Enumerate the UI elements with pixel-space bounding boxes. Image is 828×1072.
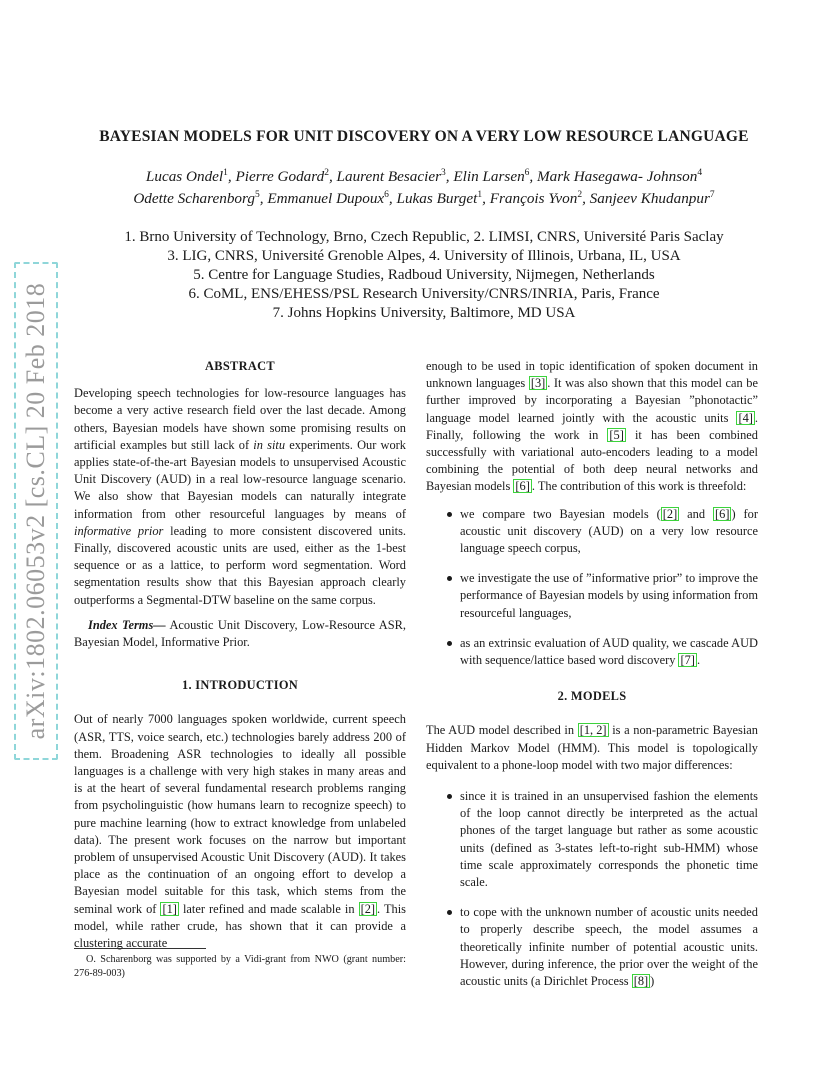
author-affiliation-number: 6 — [524, 168, 530, 178]
footnote-divider — [74, 948, 206, 949]
models-text: The AUD model described in [1, 2] is a non-parametric Bayesian Hidden Markov Model (HMM). This model is topologically equivalent to a phone-loop model with two major differences: — [426, 723, 758, 772]
author-name: Lukas Burget — [396, 190, 478, 207]
citation-link[interactable]: [6] — [715, 506, 730, 521]
list-item: as an extrinsic evaluation of AUD quality, we cascade AUD with sequence/lattice based word discovery [7] . — [426, 635, 758, 669]
affiliation-line: 6. CoML, ENS/EHESS/PSL Research University/CNRS/INRIA, Paris, France — [188, 286, 660, 302]
author-separator: , — [482, 190, 490, 207]
list-item: since it is trained in an unsupervised fashion the elements of the loop cannot directly be interpreted as the actual phones of the target language but rather as some acoustic units (defined as 3-states left-to-right sub-HMM) whose time scale approximately corresponds the phonetic time scale. — [426, 788, 758, 891]
models-heading: 2. MODELS — [557, 689, 627, 704]
author-affiliation-number: 1 — [223, 168, 228, 178]
arxiv-side-stamp[interactable] — [14, 262, 58, 760]
author-separator: , — [582, 190, 590, 207]
author-separator: , — [388, 190, 397, 207]
introduction-continued: enough to be used in topic identification of spoken document in unknown languages [3] . It was also shown that this model can be further improved by incorporating a Bayesian ”phonotactic” language model learned jointly with the acoustic units [4] . Finally, following the work in [5] it has been combined successfully with variational auto-encoders leading to a model combining the potential of both deep neural networks and Bayesian models [6] . The contribution of this work is threefold: — [426, 359, 758, 494]
citation-link[interactable]: [6] — [515, 479, 530, 494]
citation-link[interactable]: [8] — [633, 974, 649, 989]
list-item: we compare two Bayesian models ( [2] and [6] ) for acoustic unit discovery (AUD) on a very low resource language speech corpus, — [426, 506, 758, 558]
affiliation-line: 3. LIG, CNRS, Université Grenoble Alpes, 4. University of Illinois, Urbana, IL, USA — [167, 248, 681, 264]
author-name: Sanjeev Khudanpur — [589, 190, 710, 207]
author-separator: , — [259, 190, 268, 207]
abstract-text: Developing speech technologies for low-resource languages has become a very active research field over the last decade. Among others, Bayesian models have shown some promising results on artificial examples but still lack of in situ experiments. Our work applies state-of-the-art Bayesian models to unsupervised Acoustic Unit Discovery (AUD) in a real low-resource language scenario. We also show that Bayesian models can naturally integrate information from other resourceful languages by means of informative prior leading to more consistent discovered units. Finally, discovered acoustic units are used, either as the 1-best sequence or as a lattice, to perform word segmentation. Word segmentation results show that this Bayesian approach clearly outperforms a Segmental-DTW baseline on the same corpus. — [74, 386, 406, 607]
author-name: Laurent Besacier — [336, 168, 442, 185]
author-affiliation-number: 1 — [477, 190, 483, 200]
author-separator: , — [227, 168, 236, 185]
author-line-1 — [60, 166, 788, 188]
model-differences-list — [426, 788, 758, 990]
author-separator: , — [529, 168, 538, 185]
bullet-icon — [447, 910, 452, 915]
author-affiliation-number: 4 — [697, 168, 703, 178]
author-affiliation-number: 5 — [254, 190, 260, 200]
author-affiliation-number: 7 — [709, 190, 715, 200]
citation-link[interactable]: [7] — [680, 653, 695, 668]
citation-link[interactable]: [1] — [162, 901, 177, 916]
arxiv-identifier[interactable]: arXiv:1802.06053v2 [cs.CL] 20 Feb 2018 — [21, 282, 50, 740]
citation-link[interactable]: [2] — [360, 901, 376, 916]
author-name: Elin Larsen — [453, 168, 525, 185]
author-affiliation-number: 3 — [441, 168, 446, 178]
affiliation-line: 5. Centre for Language Studies, Radboud University, Nijmegen, Netherlands — [193, 267, 655, 283]
right-column — [426, 358, 758, 1003]
author-name: Pierre Godard — [235, 168, 325, 185]
author-name: Mark Hasegawa- Johnson — [537, 168, 698, 185]
bullet-icon — [447, 512, 452, 517]
author-affiliation-number: 2 — [324, 168, 329, 178]
citation-link[interactable]: [3] — [530, 376, 546, 391]
author-name: François Yvon — [489, 190, 578, 207]
author-name: Odette Scharenborg — [133, 190, 255, 207]
index-terms: Index Terms— Acoustic Unit Discovery, Low-Resource ASR, Bayesian Model, Informative Prior. — [74, 617, 406, 650]
abstract-heading: ABSTRACT — [205, 359, 275, 373]
citation-link[interactable]: [5] — [609, 427, 624, 442]
author-affiliation-number: 2 — [577, 190, 583, 200]
footnote: O. Scharenborg was supported by a Vidi-grant from NWO (grant number: 276-89-003) — [74, 954, 406, 979]
list-item: to cope with the unknown number of acoustic units needed to properly describe speech, the model assumes a theoretically infinite number of potential acoustic units. However, during inference, the prior over the weight of the acoustic units (a Dirichlet Process [8] ) — [426, 904, 758, 990]
author-affiliation-number: 6 — [384, 190, 389, 200]
paper-title: BAYESIAN MODELS FOR UNIT DISCOVERY ON A VERY LOW RESOURCE LANGUAGE — [99, 128, 749, 145]
list-item: we investigate the use of ”informative prior” to improve the performance of Bayesian models by using information from resourceful languages, — [426, 570, 758, 622]
bullet-icon — [447, 794, 452, 799]
author-line-2 — [60, 188, 788, 210]
author-name: Lucas Ondel — [145, 168, 224, 185]
affiliations — [60, 228, 788, 323]
left-column — [74, 358, 406, 952]
contribution-list — [426, 506, 758, 670]
citation-link[interactable]: [4] — [738, 410, 753, 425]
bullet-icon — [447, 641, 452, 646]
author-block — [60, 166, 788, 210]
citation-link[interactable]: [1, 2] — [579, 723, 607, 738]
index-terms-label: Index Terms— — [88, 617, 166, 632]
introduction-text: Out of nearly 7000 languages spoken worldwide, current speech (ASR, TTS, voice search, etc.) technologies barely address 200 of them. Broadening ASR technologies to ideally all possible languages is a challenge with very high stakes in many areas and is at the heart of several fundamental research problems ranging from psycholinguistic (how humans learn to recognize speech) to pure machine learning (how to extract knowledge from unlabeled data). The present work focuses on the narrow but important problem of unsupervised Acoustic Unit Discovery (AUD). It takes place as the continuation of an ongoing effort to develop a Bayesian model suitable for this task, which stems from the seminal work of [1] later refined and made scalable in [2] . This model, while rather crude, has shown that it can provide a clustering accurate — [74, 712, 406, 951]
author-name: Emmanuel Dupoux — [267, 190, 385, 207]
author-separator: , — [328, 168, 337, 185]
affiliation-line: 1. Brno University of Technology, Brno, Czech Republic, 2. LIMSI, CNRS, Université Paris Saclay — [124, 229, 724, 245]
bullet-icon — [447, 576, 452, 581]
author-separator: , — [445, 168, 454, 185]
affiliation-line: 7. Johns Hopkins University, Baltimore, MD USA — [272, 305, 576, 321]
citation-link[interactable]: [2] — [662, 506, 678, 521]
introduction-heading: 1. INTRODUCTION — [181, 678, 299, 693]
